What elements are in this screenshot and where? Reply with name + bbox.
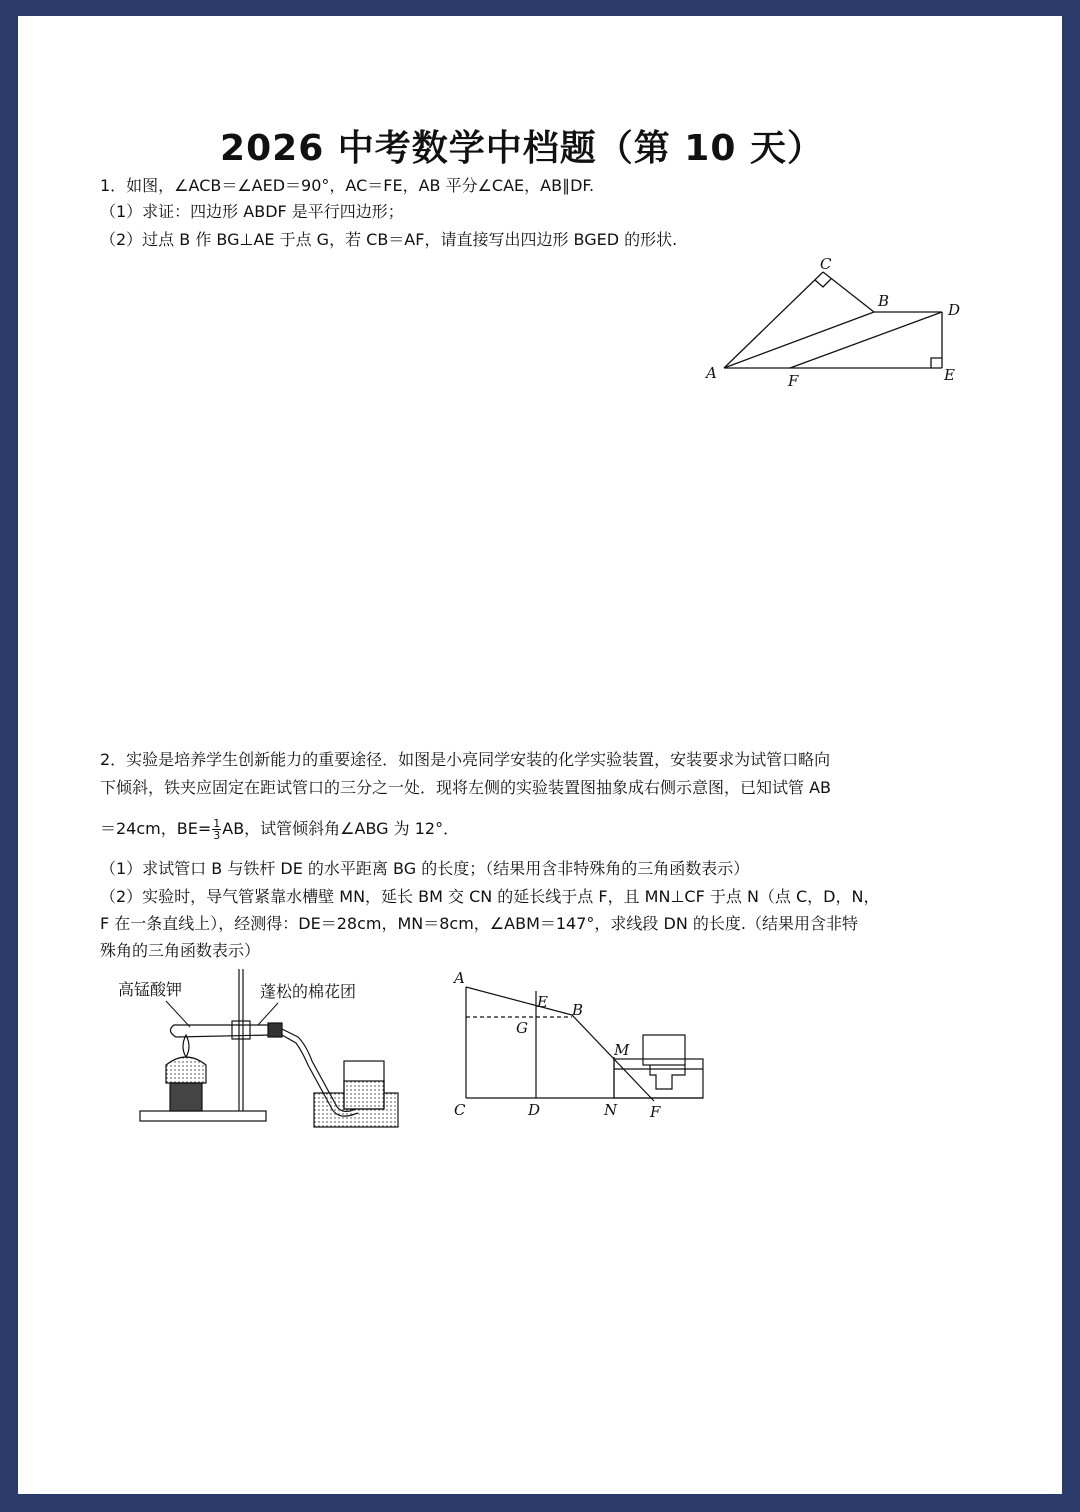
diag-label-n: N xyxy=(604,1101,618,1119)
label-cotton: 蓬松的棉花团 xyxy=(260,982,357,1001)
q1-label-d: D xyxy=(948,301,961,319)
q1-segment-ab xyxy=(724,312,874,368)
q2-part2-line2: F 在一条直线上），经测得：DE＝28cm，MN＝8cm，∠ABM＝147°，求线段 DN 的长度.（结果用含非特 xyxy=(100,914,858,933)
q2-apparatus-illustration xyxy=(110,965,410,1135)
diag-label-g: G xyxy=(516,1019,528,1037)
q1-part2: （2）过点 B 作 BG⊥AE 于点 G，若 CB＝AF，请直接写出四边形 BGED 的形状. xyxy=(100,230,678,249)
diag-label-d: D xyxy=(528,1101,541,1119)
q1-segment-ac xyxy=(724,272,823,368)
stand-base xyxy=(140,1111,266,1121)
q1-label-b: B xyxy=(878,292,890,310)
diag-label-e: E xyxy=(537,993,548,1011)
page-title: 2026 中考数学中档题（第 10 天） xyxy=(220,128,824,169)
q2-part1: （1）求试管口 B 与铁杆 DE 的水平距离 BG 的长度；（结果用含非特殊角的三角函数表示） xyxy=(100,859,750,878)
q1-stem: 1．如图，∠ACB＝∠AED＝90°，AC＝FE，AB 平分∠CAE，AB∥DF. xyxy=(100,176,595,195)
q2-part2-line1: （2）实验时，导气管紧靠水槽壁 MN，延长 BM 交 CN 的延长线于点 F，且 MN⊥CF 于点 N（点 C，D，N， xyxy=(100,887,880,906)
pointer-cotton xyxy=(258,1003,278,1025)
q2-line3 xyxy=(100,818,459,841)
pointer-kmno4 xyxy=(166,1001,190,1027)
flame-icon xyxy=(183,1035,189,1057)
q1-segment-cb xyxy=(823,272,874,312)
q1-label-e: E xyxy=(944,366,955,384)
q2-line1: 2．实验是培养学生创新能力的重要途径．如图是小亮同学安装的化学实验装置，安装要求为试管口略向 xyxy=(100,750,831,769)
q1-label-c: C xyxy=(820,255,832,273)
q1-label-a: A xyxy=(706,364,717,382)
bottle-outline xyxy=(643,1035,685,1065)
stopper xyxy=(268,1023,282,1037)
gas-bottle-water xyxy=(344,1081,384,1109)
q1-segment-fd xyxy=(790,312,942,368)
q1-label-f: F xyxy=(788,372,799,390)
diag-label-m: M xyxy=(614,1041,630,1059)
segment-ab xyxy=(466,987,572,1015)
burner-top xyxy=(166,1057,206,1083)
q2-part2-line3: 殊角的三角函数表示） xyxy=(100,941,261,960)
diag-label-c: C xyxy=(454,1101,466,1119)
q2-schematic-diagram xyxy=(448,965,718,1125)
diag-label-f: F xyxy=(650,1103,661,1121)
diag-label-a: A xyxy=(454,969,465,987)
q1-right-angle-e xyxy=(931,358,942,368)
q2-fraction-numerator: 1 xyxy=(213,817,221,830)
label-kmno4: 高锰酸钾 xyxy=(118,980,183,999)
q2-fraction xyxy=(212,818,221,841)
q1-figure xyxy=(700,250,980,400)
q2-fraction-denominator: 3 xyxy=(213,829,221,842)
segment-bf xyxy=(572,1015,654,1101)
q2-line3-post: AB，试管倾斜角∠ABG 为 12°． xyxy=(222,819,460,838)
q2-line2: 下倾斜，铁夹应固定在距试管口的三分之一处．现将左侧的实验装置图抽象成右侧示意图，已知试管 AB xyxy=(100,778,832,797)
q2-line3-pre: ＝24cm，BE= xyxy=(100,819,212,838)
diag-label-b: B xyxy=(572,1001,584,1019)
q1-right-angle-c xyxy=(815,279,831,287)
burner-body xyxy=(170,1083,202,1111)
q1-part1: （1）求证：四边形 ABDF 是平行四边形； xyxy=(100,202,404,221)
